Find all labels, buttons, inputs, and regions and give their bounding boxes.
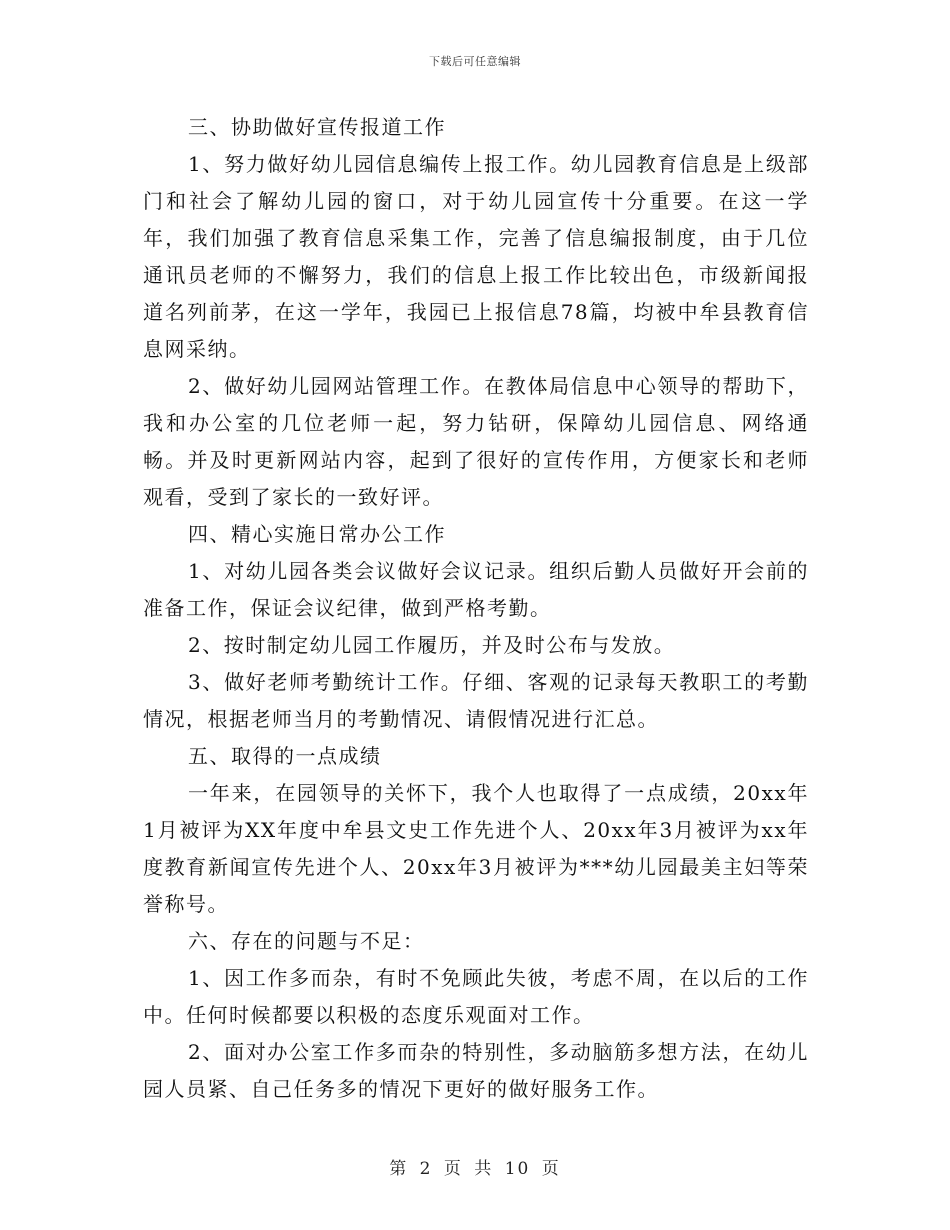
page-number-footer: 第 2 页 共 10 页 <box>389 1159 561 1179</box>
paragraph-problem-2: 2、面对办公室工作多而杂的特别性，多动脑筋多想方法，在幼儿园人员紧、自己任务多的情况下更好的做好服务工作。 <box>143 1040 809 1101</box>
paragraph-meeting-records: 1、对幼儿园各类会议做好会议记录。组织后勤人员做好开会前的准备工作，保证会议纪律，做到严格考勤。 <box>143 559 809 620</box>
page-header: 下载后可任意编辑 <box>429 55 521 68</box>
paragraph-attendance-stats: 3、做好老师考勤统计工作。仔细、客观的记录每天教职工的考勤情况，根据老师当月的考勤情况、请假情况进行汇总。 <box>143 670 809 731</box>
section-heading-achievements: 五、取得的一点成绩 <box>188 744 382 768</box>
paragraph-work-calendar: 2、按时制定幼儿园工作履历，并及时公布与发放。 <box>188 633 676 657</box>
section-heading-publicity: 三、协助做好宣传报道工作 <box>188 115 446 139</box>
section-heading-daily-office: 四、精心实施日常办公工作 <box>188 522 446 546</box>
section-heading-problems: 六、存在的问题与不足： <box>188 929 425 953</box>
paragraph-website-management: 2、做好幼儿园网站管理工作。在教体局信息中心领导的帮助下，我和办公室的几位老师一起，努力钻研，保障幼儿园信息、网络通畅。并及时更新网站内容，起到了很好的宣传作用，方便家长和老师观看，受到了家长的一致好评。 <box>143 374 809 509</box>
document-body <box>143 109 809 1108</box>
paragraph-info-reporting: 1、努力做好幼儿园信息编传上报工作。幼儿园教育信息是上级部门和社会了解幼儿园的窗口，对于幼儿园宣传十分重要。在这一学年，我们加强了教育信息采集工作，完善了信息编报制度，由于几位通讯员老师的不懈努力，我们的信息上报工作比较出色，市级新闻报道名列前茅，在这一学年，我园已上报信息78篇，均被中牟县教育信息网采纳。 <box>143 152 809 361</box>
paragraph-problem-1: 1、因工作多而杂，有时不免顾此失彼，考虑不周，在以后的工作中。任何时候都要以积极的态度乐观面对工作。 <box>143 966 809 1027</box>
paragraph-achievements: 一年来，在园领导的关怀下，我个人也取得了一点成绩，20xx年1月被评为XX年度中牟县文史工作先进个人、20xx年3月被评为xx年度教育新闻宣传先进个人、20xx年3月被评为***幼儿园最美主妇等荣誉称号。 <box>143 781 809 916</box>
